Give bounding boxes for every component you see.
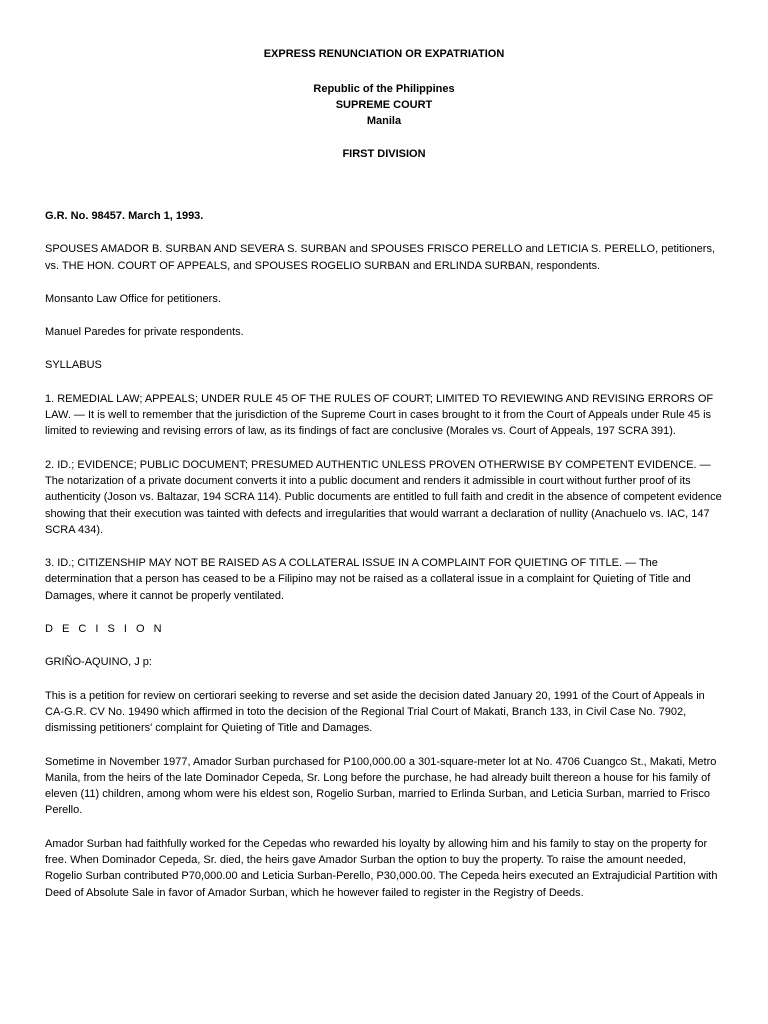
court-name: SUPREME COURT (335, 99, 433, 111)
syllabus-item-2: 2. ID.; EVIDENCE; PUBLIC DOCUMENT; PRESUMED AUTHENTIC UNLESS PROVEN OTHERWISE BY COMPETENT EVIDENCE. — The notarization of a private document converts it into a public document and renders it admissible in court without further proof of its authenticity (Joson vs. Baltazar, 194 SCRA 114). Public documents are entitled to full faith and credit in the absence of competent evidence showing that their execution was tainted with defects and irregularities that would warrant a declaration of nullity (Anachuelo vs. IAC, 147 SCRA 434). (45, 458, 722, 536)
division-heading: FIRST DIVISION (342, 148, 426, 160)
case-parties: SPOUSES AMADOR B. SURBAN AND SEVERA S. SURBAN and SPOUSES FRISCO PERELLO and LETICIA S. PERELLO, petitioners, vs. THE HON. COURT OF APPEALS, and SPOUSES ROGELIO SURBAN and ERLINDA SURBAN, respondents. (45, 243, 716, 272)
court-location: Manila (366, 115, 402, 127)
body-paragraph-3: Amador Surban had faithfully worked for the Cepedas who rewarded his loyalty by allowing him and his family to stay on the property for free. When Dominador Cepeda, Sr. died, the heirs gave Amador Surban the option to buy the property. To raise the amount needed, Rogelio Surban contributed P70,000.00 and Leticia Surban-Perello, P30,000.00. The Cepeda heirs executed an Extrajudicial Partition with Deed of Absolute Sale in favor of Amador Surban, which he however failed to register in the Registry of Deeds. (45, 837, 718, 899)
case-number: G.R. No. 98457. March 1, 1993. (45, 210, 204, 222)
court-country: Republic of the Philippines (313, 83, 455, 95)
court-header (45, 81, 723, 129)
counsel-petitioners: Monsanto Law Office for petitioners. (45, 292, 221, 305)
document-title: EXPRESS RENUNCIATION OR EXPATRIATION (263, 48, 505, 60)
syllabus-heading: SYLLABUS (45, 359, 102, 372)
body-paragraph-1: This is a petition for review on certiorari seeking to reverse and set aside the decision dated January 20, 1991 of the Court of Appeals in CA-G.R. CV No. 19490 which affirmed in toto the decision of the Regional Trial Court of Makati, Branch 133, in Civil Case No. 7902, dismissing petitioners' complaint for Quieting of Title and Damages. (45, 689, 705, 735)
syllabus-item-3: 3. ID.; CITIZENSHIP MAY NOT BE RAISED AS A COLLATERAL ISSUE IN A COMPLAINT FOR QUIETING OF TITLE. — The determination that a person has ceased to be a Filipino may not be raised as a collateral issue in a complaint for Quieting of Title and Damages, where it cannot be properly ventilated. (45, 557, 691, 602)
decision-heading: D E C I S I O N (45, 623, 165, 636)
syllabus-item-1: 1. REMEDIAL LAW; APPEALS; UNDER RULE 45 OF THE RULES OF COURT; LIMITED TO REVIEWING AND REVISING ERRORS OF LAW. — It is well to remember that the jurisdiction of the Supreme Court in cases brought to it from the Court of Appeals under Rule 45 is limited to reviewing and revising errors of law, as its findings of fact are conclusive (Morales vs. Court of Appeals, 197 SCRA 391). (45, 392, 714, 438)
body-paragraph-2: Sometime in November 1977, Amador Surban purchased for P100,000.00 a 301-square-meter lot at No. 4706 Cuangco St., Makati, Metro Manila, from the heirs of the late Dominador Cepeda, Sr. Long before the purchase, he had already built thereon a house for his family of eleven (11) children, among whom were his eldest son, Rogelio Surban, married to Erlinda Surban, and Leticia Surban, married to Frisco Perello. (45, 755, 717, 817)
counsel-respondents: Manuel Paredes for private respondents. (45, 326, 244, 339)
ponente: GRIÑO-AQUINO, J p: (45, 656, 152, 669)
